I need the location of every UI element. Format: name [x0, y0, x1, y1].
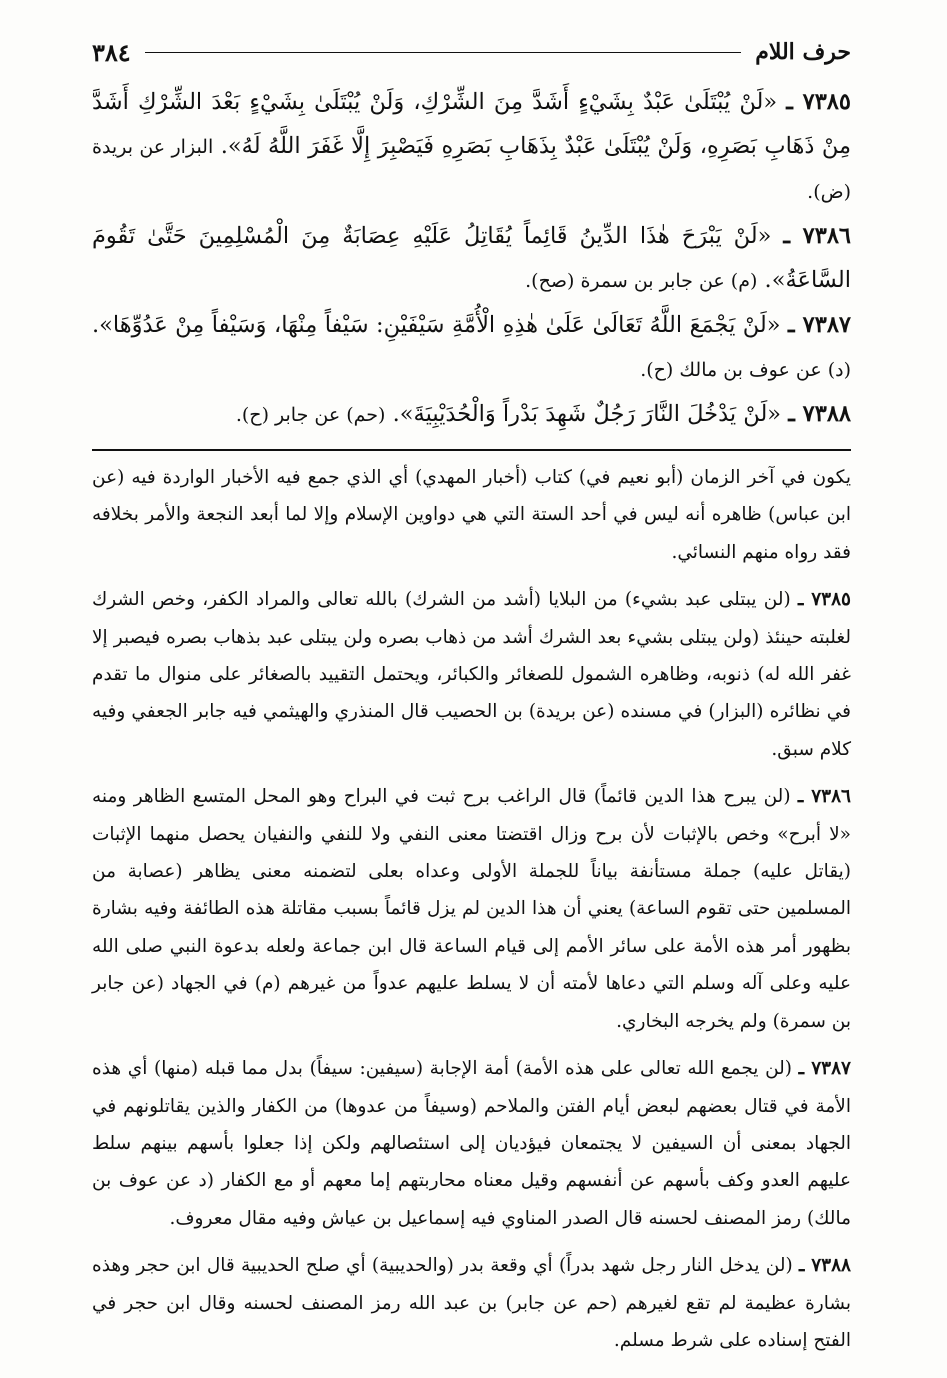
hadith-text: «لَنْ يَدْخُلَ النَّارَ رَجُلٌ شَهِدَ بَدْراً وَالْحُدَيْبِيَةَ». [392, 401, 782, 427]
hadith-source: البزار عن بريدة (ض). [92, 136, 851, 203]
page-number: ٣٨٤ [92, 37, 131, 67]
section-divider [92, 449, 851, 451]
commentary-text: (لن يبتلى عبد بشيء) من البلايا (أشد من الشرك) بالله تعالى والمراد الكفر، وخص الشرك لغلبته حينئذ (ولن يبتلى بشيء بعد الشرك أشد من ذهاب بصره ولن يبتلى عبد بذهاب بصره فيصبر إلا غفر الله له) ذنوبه، وظاهره الشمول للصغائر والكبائر، ويحتمل التقييد بالصغائر على منوال ما تقدم في نظائره (البزار) في مسنده (عن بريدة) بن الحصيب قال المنذري والهيثمي فيه جابر الجعفي وفيه كلام سبق. [92, 589, 851, 760]
commentary-number: ٧٣٨٥ ـ [798, 589, 851, 611]
header-rule [145, 52, 742, 53]
hadith-number: ٧٣٨٥ ـ [786, 89, 851, 115]
commentary-entry [92, 581, 851, 768]
hadith-text: «لَنْ يَبْرَحَ هٰذَا الدِّينُ قَائِماً يُقَاتِلُ عَلَيْهِ عِصَابَةٌ مِنَ الْمُسْلِمِينَ حَتَّىٰ تَقُومَ السَّاعَةُ». [92, 223, 851, 293]
commentary-number: ٧٣٨٦ ـ [797, 786, 851, 808]
hadith-entry [92, 303, 851, 392]
hadith-entry [92, 214, 851, 303]
commentary-number: ٧٣٨٧ ـ [798, 1058, 851, 1080]
hadith-section [92, 80, 851, 437]
hadith-number: ٧٣٨٧ ـ [787, 312, 851, 338]
hadith-source: (م) عن جابر بن سمرة (صح). [525, 270, 758, 292]
commentary-entry [92, 1050, 851, 1237]
hadith-source: (د) عن عوف بن مالك (ح). [640, 359, 851, 381]
commentary-intro: يكون في آخر الزمان (أبو نعيم في) كتاب (أخبار المهدي) أي الذي جمع فيه الأخبار الواردة فيه (عن ابن عباس) ظاهره أنه ليس في أحد الستة التي هي دواوين الإسلام وإلا لما أبعد النجعة والأمر بخلافه فقد رواه منهم النسائي. [92, 467, 851, 563]
page-header [92, 30, 851, 74]
commentary-text: (لن يبرح هذا الدين قائماً) قال الراغب برح ثبت في البراح وهو المحل المتسع الظاهر ومنه «لا أبرح» وخص بالإثبات لأن برح وزال اقتضتا معنى النفي ولا للنفي والنفيان يحصل منهما الإثبات (يقاتل عليه) جملة مستأنفة بياناً للجملة الأولى وعداه بعلى لتضمنه معنى يظاهر (عصابة من المسلمين حتى تقوم الساعة) يعني أن هذا الدين لم يزل قائماً بسبب مقاتلة هذه الطائفة وفيه بشارة بظهور أمر هذه الأمة على سائر الأمم إلى قيام الساعة قال ابن جماعة ولعله بدعوة النبي صلى الله عليه وعلى آله وسلم التي دعاها لأمته أن لا يسلط عليهم عدواً من غيرهم (م) في الجهاد (عن جابر بن سمرة) ولم يخرجه البخاري. [92, 786, 851, 1032]
hadith-number: ٧٣٨٦ ـ [783, 223, 852, 249]
commentary-text: (لن يجمع الله تعالى على هذه الأمة) أمة الإجابة (سيفين: سيفاً) بدل مما قبله (منها) أي هذه الأمة في قتال بعضهم لبعض أيام الفتن والملاحم (وسيفاً من عدوها) من الكفار والذين يقاتلونهم في الجهاد بمعنى أن السيفين لا يجتمعان فيؤديان إلى استئصالهم ولكن إذا جعلوا بأسهم بينهم سلط عليهم العدو وكف بأسهم عن أنفسهم وقيل معناه محاربتهم إما معهم أو مع الكفار (د عن عوف بن مالك) رمز المصنف لحسنه قال الصدر المناوي فيه إسماعيل بن عياش وفيه مقال معروف. [92, 1058, 851, 1229]
commentary-section [92, 459, 851, 1359]
chapter-title: حرف اللام [755, 39, 851, 65]
hadith-entry [92, 80, 851, 214]
commentary-entry [92, 778, 851, 1040]
commentary-text: (لن يدخل النار رجل شهد بدراً) أي وقعة بدر (والحديبية) أي صلح الحديبية قال ابن حجر وهذه بشارة عظيمة لم تقع لغيرهم (حم عن جابر) بن عبد الله رمز المصنف لحسنه وقال ابن حجر في الفتح إسناده على شرط مسلم. [92, 1255, 851, 1351]
commentary-entry [92, 1247, 851, 1359]
commentary-number: ٧٣٨٨ ـ [798, 1255, 851, 1277]
hadith-number: ٧٣٨٨ ـ [788, 401, 851, 427]
hadith-text: «لَنْ يَجْمَعَ اللَّهُ تَعَالَىٰ عَلَىٰ هٰذِهِ الْأُمَّةِ سَيْفَيْنِ: سَيْفاً مِنْهَا، وَسَيْفاً مِنْ عَدُوِّهَا». [92, 312, 781, 338]
hadith-entry [92, 392, 851, 437]
hadith-source: (حم) عن جابر (ح). [235, 404, 386, 426]
hadith-text: «لَنْ يُبْتَلَىٰ عَبْدٌ بِشَيْءٍ أَشَدَّ مِنَ الشِّرْكِ، وَلَنْ يُبْتَلَىٰ بِشَيْءٍ بَعْدَ الشِّرْكِ أَشَدَّ مِنْ ذَهَابِ بَصَرِهِ، وَلَنْ يُبْتَلَىٰ عَبْدٌ بِذَهَابِ بَصَرِهِ فَيَصْبِرَ إِلَّا غَفَرَ اللَّهُ لَهُ». [92, 89, 851, 159]
